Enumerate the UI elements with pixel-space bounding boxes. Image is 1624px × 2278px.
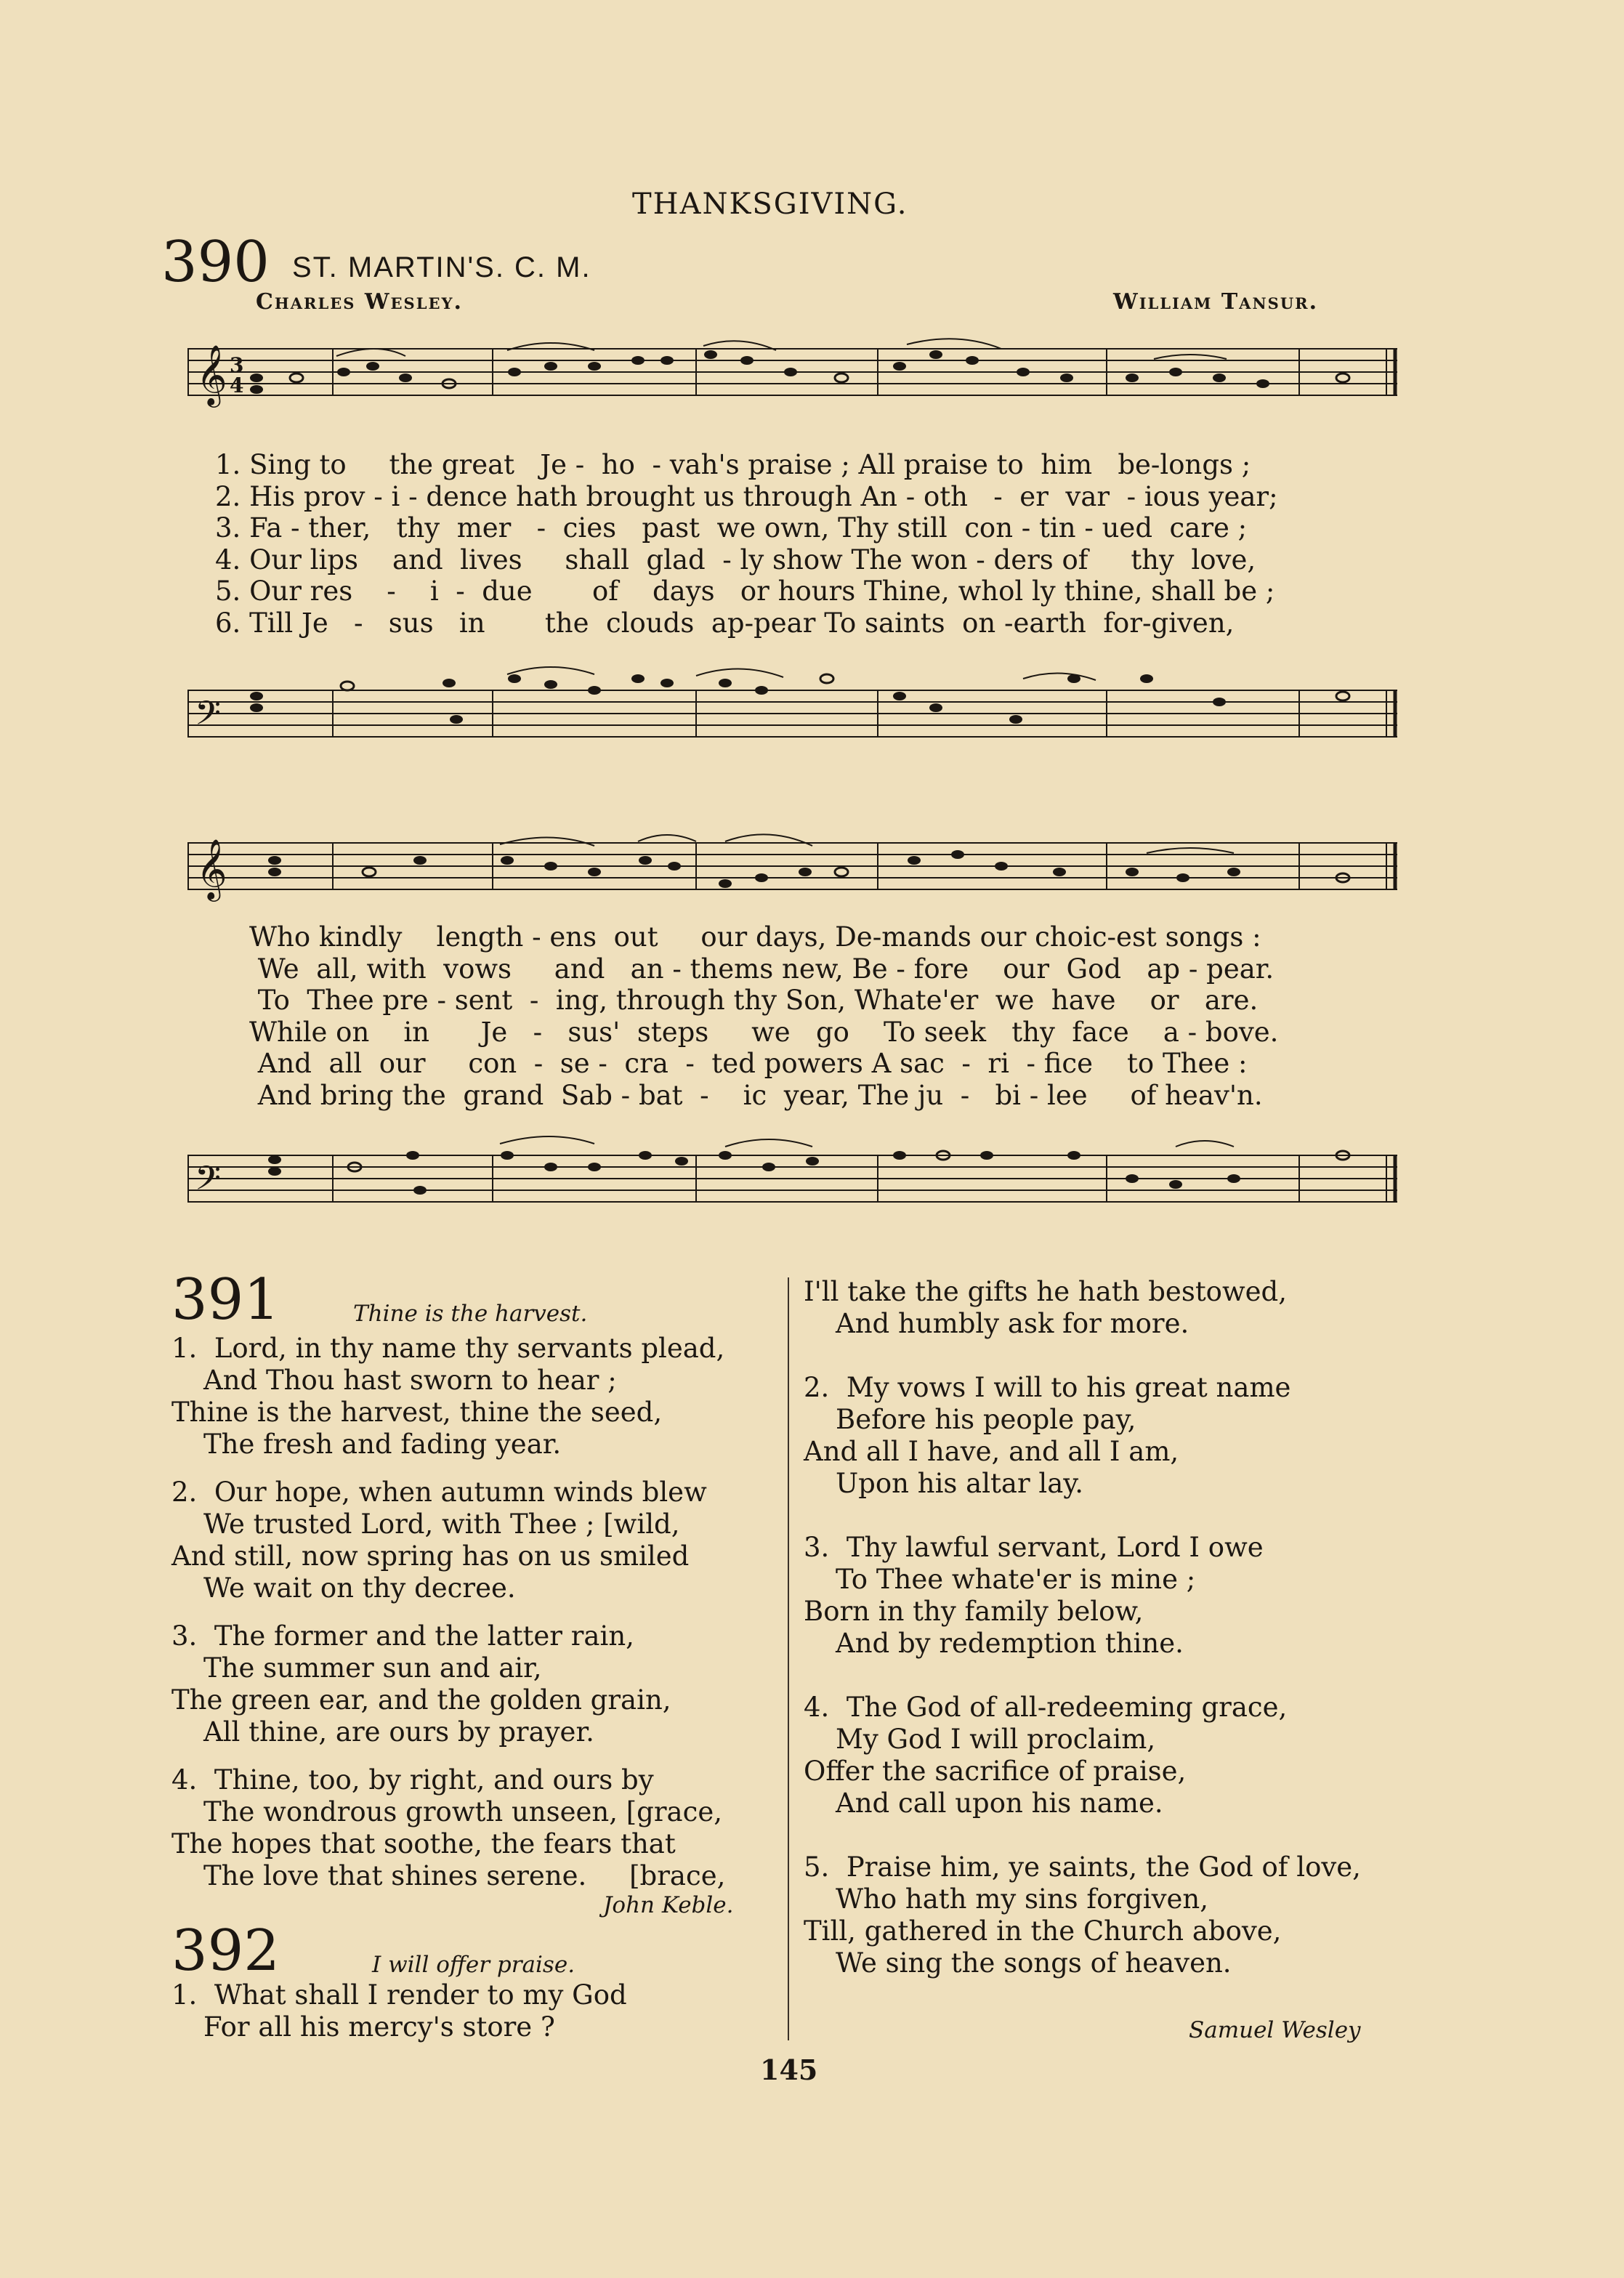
text-line: 4. Thine, too, by right, and ours by xyxy=(171,1764,654,1796)
text-line: And still, now spring has on us smiled xyxy=(171,1540,690,1572)
text-line: My God I will proclaim, xyxy=(836,1724,1156,1755)
text-line: Who hath my sins forgiven, xyxy=(836,1883,1208,1915)
text-line: 3. The former and the latter rain, xyxy=(171,1620,634,1652)
text-line: Offer the sacrifice of praise, xyxy=(804,1756,1187,1787)
lyric-line: We all, with vows and an - thems new, Be - fore our God ap - pear. xyxy=(249,953,1274,985)
svg-text:𝄢: 𝄢 xyxy=(195,694,222,741)
words-author: Charles Wesley. xyxy=(256,289,463,315)
hymn-392-text-right xyxy=(804,1276,1361,1979)
text-line: 1. Lord, in thy name thy servants plead, xyxy=(171,1333,725,1364)
lyric-line: 6. Till Je - sus in the clouds ap-pear To saints on -earth for-given, xyxy=(215,607,1235,639)
svg-text:𝄞: 𝄞 xyxy=(196,344,227,405)
text-line: I'll take the gifts he hath bestowed, xyxy=(804,1276,1287,1307)
svg-text:4: 4 xyxy=(230,373,244,397)
text-line: For all his mercy's store ? xyxy=(203,2011,555,2043)
text-line: Upon his altar lay. xyxy=(836,1468,1084,1499)
text-line: Thine is the harvest, thine the seed, xyxy=(171,1397,663,1428)
text-line: 2. Our hope, when autumn winds blew xyxy=(171,1477,707,1508)
verses-first-half xyxy=(215,449,1278,639)
stanza-gap xyxy=(804,1500,1361,1532)
lyric-line: 3. Fa - ther, thy mer - cies past we own, Thy still con - tin - ued care ; xyxy=(215,512,1248,544)
text-line: We wait on thy decree. xyxy=(203,1572,516,1604)
stanza-gap xyxy=(171,1748,725,1764)
lyric-line: Who kindly length - ens out our days, De-mands our choic-est songs : xyxy=(249,921,1261,953)
verses-second-half xyxy=(249,921,1278,1111)
lyric-line: And all our con - se - cra - ted powers A sac - ri - fice to Thee : xyxy=(249,1048,1248,1079)
hymn-391-text xyxy=(171,1333,725,1892)
text-line: Born in thy family below, xyxy=(804,1596,1144,1627)
page-number: 145 xyxy=(760,2053,818,2086)
text-line: The green ear, and the golden grain, xyxy=(171,1684,671,1716)
bass-staff-system-2 xyxy=(187,1112,1401,1257)
svg-text:𝄞: 𝄞 xyxy=(196,838,227,899)
text-line: And Thou hast sworn to hear ; xyxy=(203,1365,617,1396)
lyric-line: 5. Our res - i - due of days or hours Thine, whol ly thine, shall be ; xyxy=(215,575,1275,607)
lyric-line: 4. Our lips and lives shall glad - ly show The won - ders of thy love, xyxy=(215,544,1256,575)
hymn-number-392: 392 xyxy=(171,1918,280,1984)
hymn-392-author: Samuel Wesley xyxy=(1189,2017,1361,2043)
treble-staff-system-1 xyxy=(187,334,1401,451)
lyric-line: While on in Je - sus' steps we go To seek thy face a - bove. xyxy=(249,1016,1279,1048)
text-line: We trusted Lord, with Thee ; [wild, xyxy=(203,1508,680,1540)
text-line: 5. Praise him, ye saints, the God of love, xyxy=(804,1851,1361,1883)
stanza-gap xyxy=(171,1461,725,1477)
text-line: The fresh and fading year. xyxy=(203,1429,562,1460)
text-line: And humbly ask for more. xyxy=(836,1308,1189,1339)
hymn-391-subtitle: Thine is the harvest. xyxy=(353,1301,588,1327)
hymn-number-390: 390 xyxy=(161,230,270,295)
text-line: 4. The God of all-redeeming grace, xyxy=(804,1692,1288,1723)
stanza-gap xyxy=(171,1604,725,1620)
text-line: We sing the songs of heaven. xyxy=(836,1947,1232,1979)
text-line: And call upon his name. xyxy=(836,1788,1163,1819)
bass-staff-system-1 xyxy=(187,654,1401,777)
text-line: Before his people pay, xyxy=(836,1404,1136,1435)
lyric-line: To Thee pre - sent - ing, through thy Son, Whate'er we have or are. xyxy=(249,985,1259,1016)
lyric-line: And bring the grand Sab - bat - ic year, The ju - bi - lee of heav'n. xyxy=(249,1079,1263,1111)
tune-name: ST. MARTIN'S. C. M. xyxy=(292,251,591,283)
column-divider xyxy=(788,1277,789,2040)
stanza-gap xyxy=(804,1819,1361,1851)
hymn-number-391: 391 xyxy=(171,1267,280,1333)
text-line: All thine, are ours by prayer. xyxy=(203,1716,594,1748)
text-line: And by redemption thine. xyxy=(836,1628,1184,1659)
hymn-392-text-left xyxy=(171,1979,627,2043)
svg-text:𝄢: 𝄢 xyxy=(195,1159,222,1206)
stanza-gap xyxy=(804,1660,1361,1692)
hymn-392-subtitle: I will offer praise. xyxy=(372,1952,575,1978)
text-line: The summer sun and air, xyxy=(203,1652,542,1684)
text-line: The hopes that soothe, the fears that xyxy=(171,1828,676,1859)
treble-staff-system-2 xyxy=(187,799,1401,930)
section-title: THANKSGIVING. xyxy=(632,187,908,221)
text-line: 1. What shall I render to my God xyxy=(171,1979,627,2011)
text-line: To Thee whate'er is mine ; xyxy=(836,1564,1196,1595)
text-line: 3. Thy lawful servant, Lord I owe xyxy=(804,1532,1264,1563)
hymn-391-author: John Keble. xyxy=(603,1892,734,1918)
lyric-line: 1. Sing to the great Je - ho - vah's praise ; All praise to him be-longs ; xyxy=(215,449,1251,480)
text-line: The love that shines serene. [brace, xyxy=(203,1860,726,1891)
lyric-line: 2. His prov - i - dence hath brought us through An - oth - er var - ious year; xyxy=(215,480,1278,512)
text-line: The wondrous growth unseen, [grace, xyxy=(203,1796,722,1827)
text-line: Till, gathered in the Church above, xyxy=(804,1915,1282,1947)
stanza-gap xyxy=(804,1340,1361,1372)
text-line: And all I have, and all I am, xyxy=(804,1436,1179,1467)
music-composer: William Tansur. xyxy=(1113,289,1319,315)
text-line: 2. My vows I will to his great name xyxy=(804,1372,1291,1403)
svg-text:3: 3 xyxy=(230,353,244,377)
